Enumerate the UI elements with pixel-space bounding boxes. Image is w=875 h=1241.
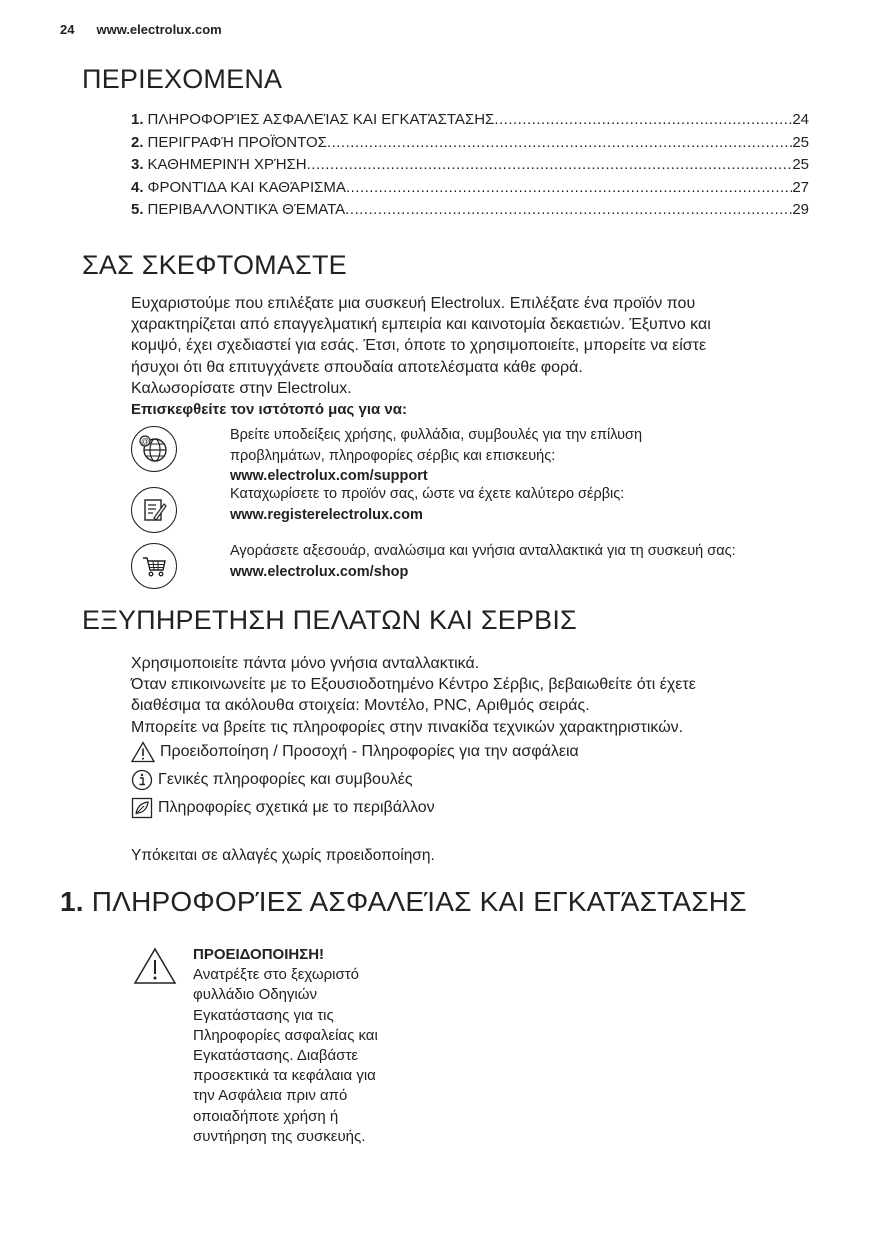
warning-heading: ΠΡΟΕΙΔΟΠΟΙΗΣΗ!	[193, 946, 325, 963]
environment-icon	[131, 797, 153, 819]
thinking-paragraph: Ευχαριστούμε που επιλέξατε μια συσκευή Electrolux. Επιλέξατε ένα προϊόν που χαρακτηρίζεται από επαγγελματική εμπειρία και καινοτομία δεκαετιών. Έξυπνο και κομψό, έχει σχεδιαστεί για εσάς. Έτσι, όποτε το χρησιμοποιείτε, μπορείτε να είστε ήσυχοι ότι θα επιτυγχάνετε σπουδαία αποτελέσματα κάθε φορά. Καλωσορίσατε στην Electrolux. Επισκεφθείτε τον ιστότοπό μας για να:	[131, 293, 821, 420]
visit-item-support: @ Βρείτε υποδείξεις χρήσης, φυλλάδια, συμβουλές για την επίλυση προβλημάτων, πληροφορίες σέρβις και επισκευής: www.electrolux.com/support	[131, 425, 821, 483]
page-header	[60, 22, 222, 37]
register-icon	[131, 487, 177, 533]
service-title: ΕΞΥΠΗΡΕΤΗΣΗ ΠΕΛΑΤΩΝ ΚΑΙ ΣΕΡΒΙΣ	[82, 605, 577, 635]
contents-title: ΠΕΡΙΕΧΟΜΕΝΑ	[82, 64, 283, 94]
service-paragraph: Χρησιμοποιείτε πάντα μόνο γνήσια ανταλλακτικά. Όταν επικοινωνείτε με το Εξουσιοδοτημένο Κέντρο Σέρβις, βεβαιωθείτε ότι έχετε διαθέσιμα τα ακόλουθα στοιχεία: Μοντέλο, PNC, Αριθμός σειράς. Μπορείτε να βρείτε τις πληροφορίες στην πινακίδα τεχνικών χαρακτηριστικών.	[131, 655, 696, 736]
visit-item-register: Καταχωρίσετε το προϊόν σας, ώστε να έχετε καλύτερο σέρβις: www.registerelectrolux.com	[131, 484, 821, 540]
warning-icon	[131, 741, 155, 763]
safety-warning: ΠΡΟΕΙΔΟΠΟΙΗΣΗ! Ανατρέξτε στο ξεχωριστό φυλλάδιο Οδηγιών Εγκατάστασης για τις Πληροφορίες ασφαλείας και Εγκατάστασης. Διαβάστε προσεκτικά τα κεφάλαια για την Ασφάλεια πριν από οποιαδήποτε χρήση ή συντήρηση της συσκευής.	[193, 945, 433, 1147]
website-link[interactable]: www.electrolux.com	[96, 22, 222, 37]
toc-item[interactable]: 5. ΠΕΡΙΒΑΛΛΟΝΤΙΚΆ ΘΈΜΑΤΑ ..... 29	[131, 201, 809, 224]
thinking-title: ΣΑΣ ΣΚΕΦΤΟΜΑΣΤΕ	[82, 250, 347, 280]
visit-heading: Επισκεφθείτε τον ιστότοπό μας για να:	[131, 401, 407, 419]
globe-icon	[131, 426, 177, 472]
shop-link[interactable]: www.electrolux.com/shop	[230, 563, 409, 580]
svg-text:@: @	[140, 437, 150, 446]
toc-item[interactable]: 4. ΦΡΟΝΤΊΔΑ ΚΑΙ ΚΑΘΆΡΙΣΜΑ ..... 27	[131, 179, 809, 202]
change-notice: Υπόκειται σε αλλαγές χωρίς προειδοποίηση.	[131, 847, 435, 864]
warning-triangle-icon	[133, 947, 177, 985]
legend-info: Γενικές πληροφορίες και συμβουλές	[131, 769, 413, 791]
legend-warning: Προειδοποίηση / Προσοχή - Πληροφορίες για την ασφάλεια	[131, 741, 579, 763]
toc-item[interactable]: 1. ΠΛΗΡΟΦΟΡΊΕΣ ΑΣΦΑΛΕΊΑΣ ΚΑΙ ΕΓΚΑΤΆΣΤΑΣΗΣ ..... 24	[131, 111, 809, 134]
info-icon	[131, 769, 153, 791]
legend-environment: Πληροφορίες σχετικά με το περιβάλλον	[131, 797, 435, 819]
support-link[interactable]: www.electrolux.com/support	[230, 468, 428, 484]
visit-item-shop: Αγοράσετε αξεσουάρ, αναλώσιμα και γνήσια ανταλλακτικά για τη συσκευή σας: www.electrolux.com/shop	[131, 541, 821, 593]
shopping-cart-icon	[131, 543, 177, 589]
safety-title: 1. ΠΛΗΡΟΦΟΡΊΕΣ ΑΣΦΑΛΕΊΑΣ ΚΑΙ ΕΓΚΑΤΆΣΤΑΣΗΣ	[60, 886, 747, 917]
table-of-contents	[131, 111, 809, 224]
toc-item[interactable]: 2. ΠΕΡΙΓΡΑΦΉ ΠΡΟΪΌΝΤΟΣ ..... 25	[131, 134, 809, 157]
page-number: 24	[60, 22, 75, 37]
register-link[interactable]: www.registerelectrolux.com	[230, 506, 423, 523]
toc-item[interactable]: 3. ΚΑΘΗΜΕΡΙΝΉ ΧΡΉΣΗ ..... 25	[131, 156, 809, 179]
